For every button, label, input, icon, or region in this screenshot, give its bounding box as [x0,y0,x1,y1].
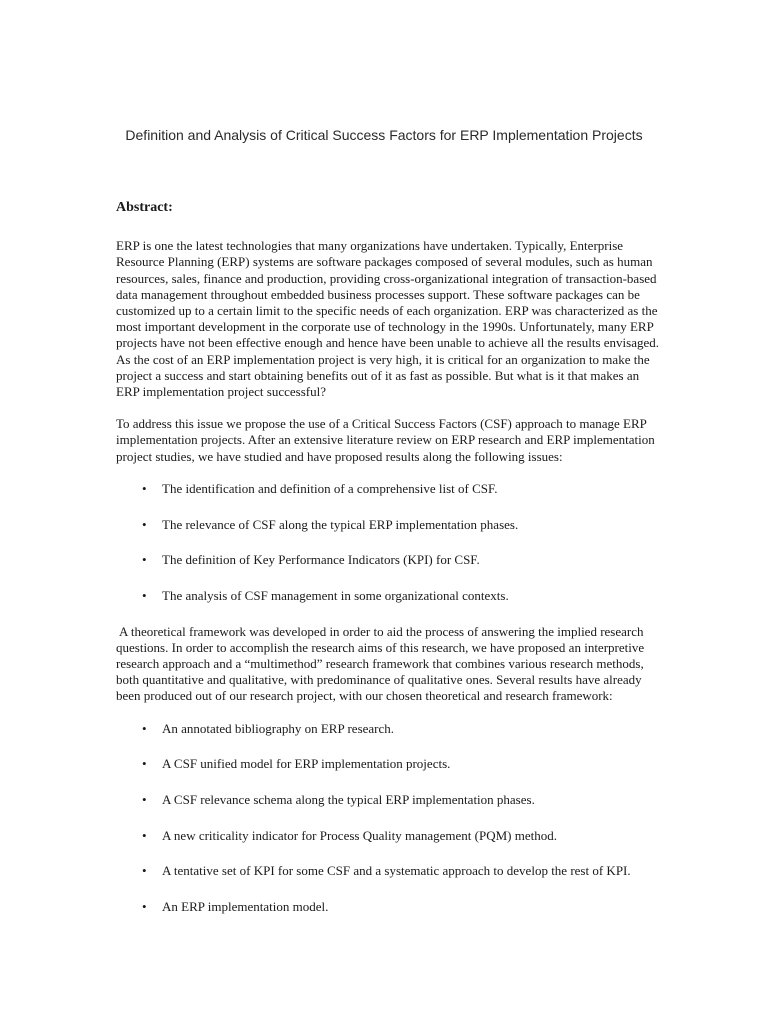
list-item-text: A CSF unified model for ERP implementation projects. [162,756,451,772]
list-item-text: The analysis of CSF management in some organizational contexts. [162,587,509,603]
abstract-paragraph-2: To address this issue we propose the use of a Critical Success Factors (CSF) approach to manage ERP implementation projects. After an extensive literature review on ERP research and ERP implementation project studies, we have studied and have proposed results along the following issues: [116,416,655,464]
list-item [116,721,661,737]
list-item-text: The relevance of CSF along the typical ERP implementation phases. [162,516,519,532]
results-list [116,721,661,916]
bullet-icon: • [142,899,147,915]
list-item-text: A CSF relevance schema along the typical ERP implementation phases. [162,792,535,808]
bullet-icon: • [142,827,147,843]
list-item [116,517,661,533]
list-item [116,899,661,915]
bullet-icon: • [142,587,147,603]
document-title: Definition and Analysis of Critical Success Factors for ERP Implementation Projects [125,127,643,143]
list-item-text: The identification and definition of a comprehensive list of CSF. [162,480,498,496]
list-item [116,792,661,808]
bullet-icon: • [142,552,147,568]
list-item [116,481,661,497]
abstract-heading: Abstract: [116,200,173,215]
list-item [116,756,661,772]
bullet-icon: • [142,863,147,879]
bullet-icon: • [142,720,147,736]
list-item [116,863,661,879]
bullet-icon: • [142,516,147,532]
list-item-text: An ERP implementation model. [162,899,329,915]
abstract-paragraph-3: A theoretical framework was developed in order to aid the process of answering the implied research questions. In order to accomplish the research aims of this research, we have proposed an interpretive research approach and a “multimethod” research framework that combines various research methods, both quantitative and qualitative, with predominance of qualitative ones. Several results have already been produced out of our research project, with our chosen theoretical and research framework: [116,623,645,704]
list-item-text: An annotated bibliography on ERP research. [162,720,395,736]
bullet-icon: • [142,792,147,808]
list-item [116,588,661,604]
bullet-icon: • [142,756,147,772]
list-item-text: A new criticality indicator for Process Quality management (PQM) method. [162,827,557,843]
list-item [116,552,661,568]
list-item [116,828,661,844]
abstract-paragraph-1: ERP is one the latest technologies that many organizations have undertaken. Typically, Enterprise Resource Planning (ERP) systems are software packages composed of several modules, such as human resources, sales, finance and production, providing cross-organizational integration of transaction-based data management throughout embedded business processes support. These software packages can be customized up to a certain limit to the specific needs of each organization. ERP was characterized as the most important development in the corporate use of technology in the 1990s. Unfortunately, many ERP projects have not been effective enough and hence have been unable to achieve all the results envisaged. As the cost of an ERP implementation project is very high, it is critical for an organization to make the project a success and start obtaining benefits out of it as fast as possible. But what is it that makes an ERP implementation project successful? [116,238,660,400]
list-item-text: The definition of Key Performance Indicators (KPI) for CSF. [162,552,480,568]
bullet-icon: • [142,480,147,496]
issues-list [116,481,661,604]
document-body [116,200,661,935]
list-item-text: A tentative set of KPI for some CSF and a systematic approach to develop the rest of KPI. [162,863,631,879]
